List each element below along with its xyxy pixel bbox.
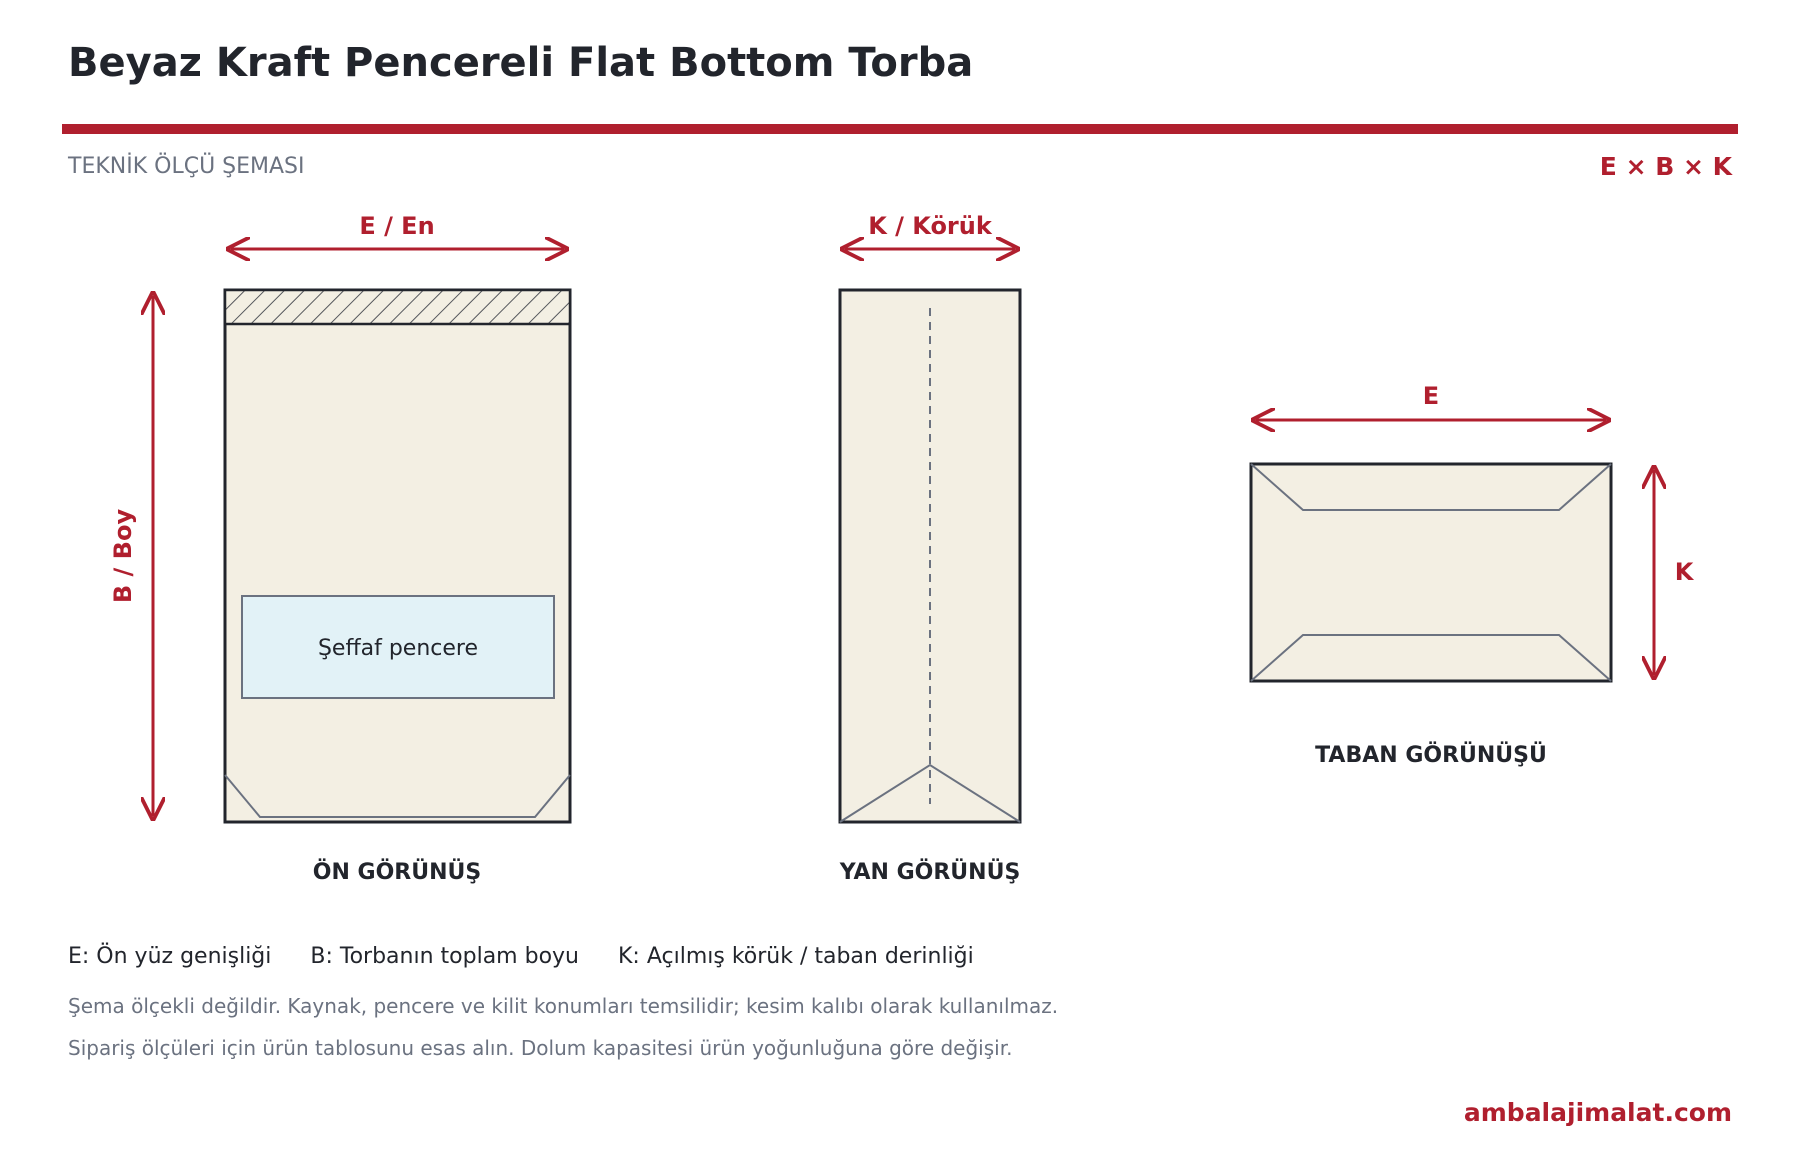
legend-k: K: Açılmış körük / taban derinliği — [618, 944, 974, 969]
page-title: Beyaz Kraft Pencereli Flat Bottom Torba — [68, 40, 974, 86]
front-view-caption: ÖN GÖRÜNÜŞ — [312, 860, 482, 885]
scale-note: Şema ölçekli değildir. Kaynak, pencere ve kilit konumları temsilidir; kesim kalıbı olarak kullanılmaz. — [68, 994, 1059, 1018]
dimension-formula: E × B × K — [1599, 152, 1732, 181]
website-link[interactable]: ambalajimalat.com — [1463, 1098, 1732, 1127]
order-note: Sipariş ölçüleri için ürün tablosunu esas alın. Dolum kapasitesi ürün yoğunluğuna göre değişir. — [68, 1036, 1013, 1060]
legend-e: E: Ön yüz genişliği — [68, 944, 272, 969]
front-bag-body — [225, 290, 570, 822]
front-view — [109, 212, 570, 885]
base-view-caption: TABAN GÖRÜNÜŞÜ — [1315, 743, 1547, 768]
side-view — [839, 212, 1021, 885]
side-width-label: K / Körük — [868, 212, 992, 240]
front-height-label: B / Boy — [109, 508, 137, 604]
base-depth-label: K — [1674, 558, 1694, 586]
base-view — [1251, 382, 1695, 768]
side-view-caption: YAN GÖRÜNÜŞ — [839, 860, 1021, 885]
base-width-label: E — [1422, 382, 1440, 410]
legend-b: B: Torbanın toplam boyu — [310, 944, 579, 969]
front-width-label: E / En — [359, 212, 435, 240]
dimension-legend — [68, 944, 1006, 969]
seal-zone-hatch — [225, 290, 570, 324]
page-subtitle: TEKNİK ÖLÇÜ ŞEMASI — [68, 154, 305, 179]
window-label: Şeffaf pencere — [317, 636, 479, 661]
base-body — [1251, 464, 1611, 681]
